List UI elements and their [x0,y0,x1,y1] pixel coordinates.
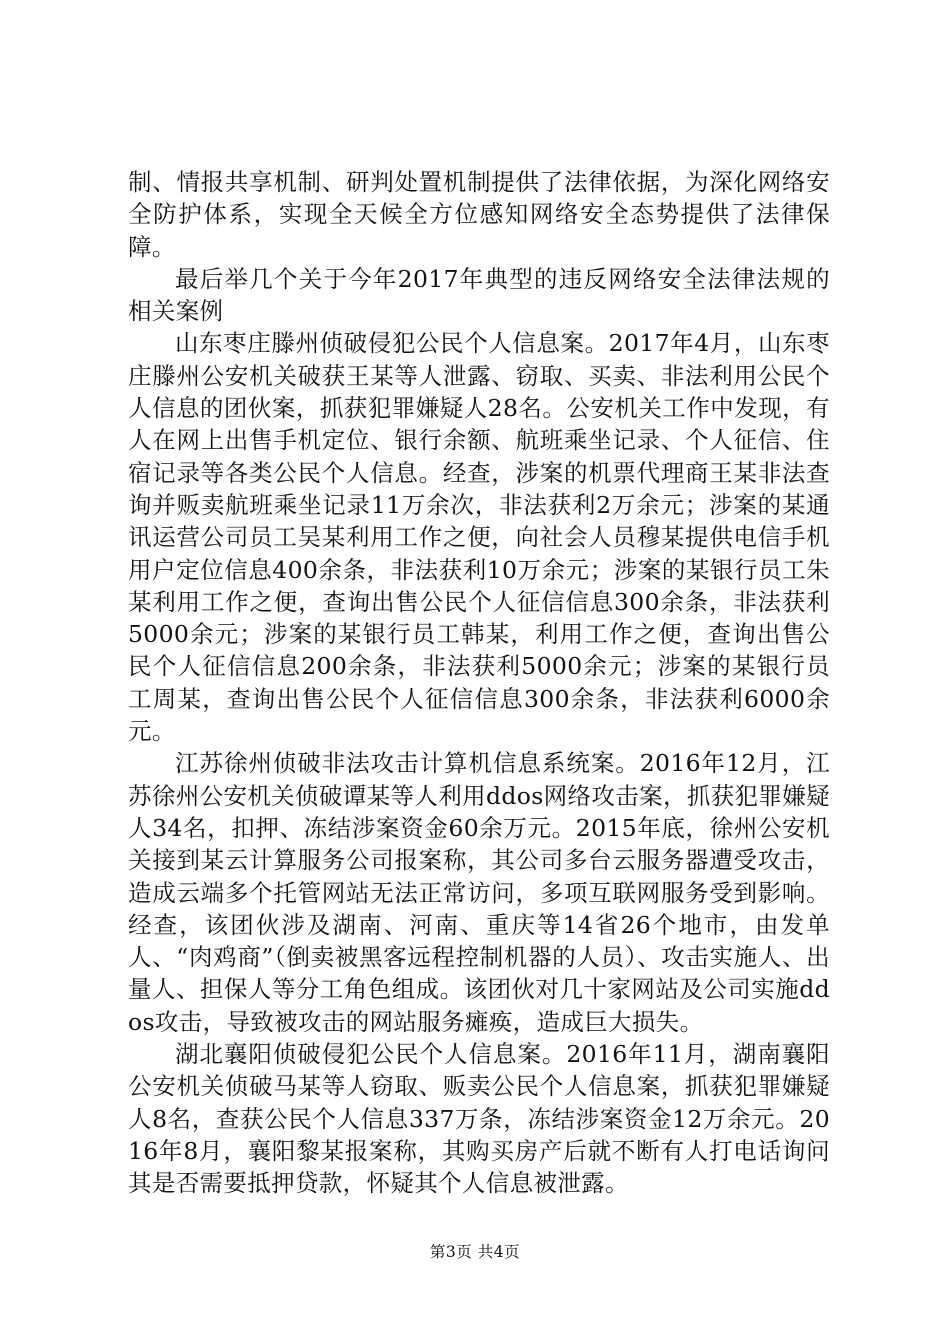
paragraph-intro-continuation: 制、情报共享机制、研判处置机制提供了法律依据，为深化网络安全防护体系，实现全天候全方位感知网络安全态势提供了法律保障。 [128,168,830,261]
document-body [128,166,830,1200]
paragraph-case-hubei: 湖北襄阳侦破侵犯公民个人信息案。2016年11月，湖南襄阳公安机关侦破马某等人窃取、贩卖公民个人信息案，抓获犯罪嫌疑人8名，查获公民个人信息337万条，冻结涉案资金12万余元。2016年8月，襄阳黎某报案称，其购买房产后就不断有人打电话询问其是否需要抵押贷款，怀疑其个人信息被泄露。 [128,1040,830,1198]
paragraph-case-intro: 最后举几个关于今年2017年典型的违反网络安全法律法规的相关案例 [128,264,830,326]
paragraph-case-jiangsu: 江苏徐州侦破非法攻击计算机信息系统案。2016年12月，江苏徐州公安机关侦破谭某等人利用ddos网络攻击案，抓获犯罪嫌疑人34名，扣押、冻结涉案资金60余万元。2015年底，徐州公安机关接到某云计算服务公司报案称，其公司多台云服务器遭受攻击，造成云端多个托管网站无法正常访问，多项互联网服务受到影响。经查，该团伙涉及湖南、河南、重庆等14省26个地市，由发单人、“肉鸡商”（倒卖被黑客远程控制机器的人员）、攻击实施人、出量人、担保人等分工角色组成。该团伙对几十家网站及公司实施ddos攻击，导致被攻击的网站服务瘫痪，造成巨大损失。 [128,749,830,1036]
page-footer: 第3页 共4页 [429,1243,521,1261]
paragraph-case-shandong: 山东枣庄滕州侦破侵犯公民个人信息案。2017年4月，山东枣庄滕州公安机关破获王某等人泄露、窃取、买卖、非法利用公民个人信息的团伙案，抓获犯罪嫌疑人28名。公安机关工作中发现，有人在网上出售手机定位、银行余额、航班乘坐记录、个人征信、住宿记录等各类公民个人信息。经查，涉案的机票代理商王某非法查询并贩卖航班乘坐记录11万余次，非法获利2万余元；涉案的某通讯运营公司员工吴某利用工作之便，向社会人员穆某提供电信手机用户定位信息400余条，非法获利10万余元；涉案的某银行员工朱某利用工作之便，查询出售公民个人征信信息300余条，非法获利5000余元；涉案的某银行员工韩某，利用工作之便，查询出售公民个人征信信息200余条，非法获利5000余元；涉案的某银行员工周某，查询出售公民个人征信信息300余条，非法获利6000余元。 [128,329,830,746]
